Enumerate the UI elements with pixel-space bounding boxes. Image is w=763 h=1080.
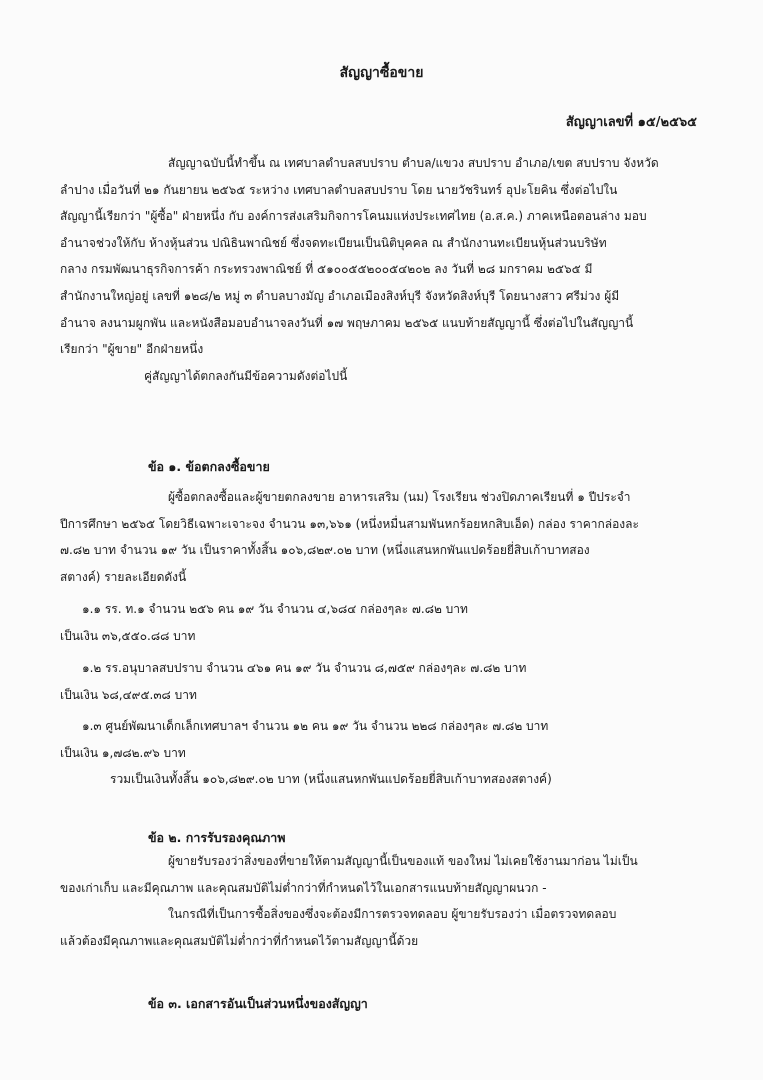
section2-line: แล้วต้องมีคุณภาพและคุณสมบัติไม่ต่ำกว่าที่กำหนดไว้ตามสัญญานี้ด้วย — [60, 933, 419, 948]
intro-line: อำนาจ ลงนามผูกพัน และหนังสือมอบอำนาจลงวันที่ ๑๗ พฤษภาคม ๒๕๖๕ แนบท้ายสัญญานี้ ซึ่งต่อไปในสัญญานี้ — [60, 315, 634, 330]
section2-line: ผู้ขายรับรองว่าสิ่งของที่ขายให้ตามสัญญานี้เป็นของแท้ ของใหม่ ไม่เคยใช้งานมาก่อน ไม่เป็น — [168, 854, 638, 868]
intro-line: สัญญาฉบับนี้ทำขึ้น ณ เทศบาลตำบลสบปราบ ตำบล/แขวง สบปราบ อำเภอ/เขต สบปราบ จังหวัด — [168, 156, 659, 170]
item-2-detail: ๑.๒ รร.อนุบาลสบปราบ จำนวน ๔๖๑ คน ๑๙ วัน จำนวน ๘,๗๕๙ กล่องๆละ ๗.๘๒ บาท — [82, 661, 527, 675]
intro-line: อำนาจช่วงให้กับ ห้างหุ้นส่วน ปณิธินพาณิชย์ ซึ่งจดทะเบียนเป็นนิติบุคคล ณ สำนักงานทะเบียนหุ้นส่วนบริษัท — [60, 235, 607, 250]
item-2 — [60, 659, 692, 678]
intro-line: สัญญานี้เรียกว่า "ผู้ซื้อ" ฝ่ายหนึ่ง กับ องค์การส่งเสริมกิจการโคนมแห่งประเทศไทย (อ.ส.ค.) ภาคเหนือตอนล่าง มอบ — [60, 209, 647, 224]
intro-paragraph — [60, 150, 692, 389]
section2-paragraph — [60, 848, 692, 954]
intro-line: ลำปาง เมื่อวันที่ ๒๑ กันยายน ๒๕๖๕ ระหว่าง เทศบาลตำบลสบปราบ โดย นายวัชรินทร์ อุปะโยคิน ซึ่งต่อไปใน — [60, 182, 618, 197]
item-1 — [60, 600, 692, 619]
section1-paragraph — [60, 484, 692, 590]
section2-heading: ข้อ ๒. การรับรองคุณภาพ — [148, 830, 286, 845]
item-1-amount-row — [60, 627, 692, 646]
item-3 — [60, 717, 692, 736]
item-1-detail: ๑.๑ รร. ท.๑ จำนวน ๒๕๖ คน ๑๙ วัน จำนวน ๔,๖๘๔ กล่องๆละ ๗.๘๒ บาท — [82, 602, 468, 616]
total-amount: รวมเป็นเงินทั้งสิ้น ๑๐๖,๘๒๙.๐๒ บาท (หนึ่งแสนหกพันแปดร้อยยี่สิบเก้าบาทสองสตางค์) — [110, 772, 552, 786]
section3-heading: ข้อ ๓. เอกสารอันเป็นส่วนหนึ่งของสัญญา — [148, 996, 368, 1011]
document-title: สัญญาซื้อขาย — [339, 65, 424, 81]
section2-line: ของเก่าเก็บ และมีคุณภาพ และคุณสมบัติไม่ต่ำกว่าที่กำหนดไว้ในเอกสารแนบท้ายสัญญาผนวก - — [60, 880, 547, 895]
item-3-detail: ๑.๓ ศูนย์พัฒนาเด็กเล็กเทศบาลฯ จำนวน ๑๒ คน ๑๙ วัน จำนวน ๒๒๘ กล่องๆละ ๗.๘๒ บาท — [82, 719, 549, 733]
item-2-amount-row — [60, 686, 692, 705]
section1-line: ๗.๘๒ บาท จำนวน ๑๙ วัน เป็นราคาทั้งสิ้น ๑๐๖,๘๒๙.๐๒ บาท (หนึ่งแสนหกพันแปดร้อยยี่สิบเก้าบาทสอง — [60, 543, 590, 558]
section1-heading: ข้อ ๑. ข้อตกลงซื้อขาย — [148, 459, 270, 474]
section1-line: ปีการศึกษา ๒๕๖๕ โดยวิธีเฉพาะเจาะจง จำนวน ๑๓,๖๖๑ (หนึ่งหมื่นสามพันหกร้อยหกสิบเอ็ด) กล่อง ราคากล่องละ — [60, 516, 639, 531]
intro-line: สำนักงานใหญ่อยู่ เลขที่ ๑๒๘/๒ หมู่ ๓ ตำบลบางมัญ อำเภอเมืองสิงห์บุรี จังหวัดสิงห์บุรี โดยนางสาว ศรีม่วง ผู้มี — [60, 288, 620, 303]
contract-number: สัญญาเลขที่ ๑๕/๒๕๖๕ — [565, 115, 697, 130]
item-1-amount: เป็นเงิน ๓๖,๕๕๐.๘๘ บาท — [60, 629, 196, 643]
intro-line: กลาง กรมพัฒนาธุรกิจการค้า กระทรวงพาณิชย์ ที่ ๕๑๐๐๕๕๒๐๐๕๔๒๐๒ ลง วันที่ ๒๘ มกราคม ๒๕๖๕ มี — [60, 262, 593, 277]
agreement-line: คู่สัญญาได้ตกลงกันมีข้อความดังต่อไปนี้ — [144, 368, 348, 383]
section1-line: ผู้ซื้อตกลงซื้อและผู้ขายตกลงขาย อาหารเสริม (นม) โรงเรียน ช่วงปิดภาคเรียนที่ ๑ ปีประจำ — [168, 490, 631, 504]
section1-line: สตางค์) รายละเอียดดังนี้ — [60, 569, 187, 584]
item-3-amount-row — [60, 744, 692, 763]
section2-line: ในกรณีที่เป็นการซื้อสิ่งของซึ่งจะต้องมีการตรวจทดลอบ ผู้ขายรับรองว่า เมื่อตรวจทดลอบ — [168, 907, 617, 922]
item-2-amount: เป็นเงิน ๖๘,๔๙๕.๓๘ บาท — [60, 688, 197, 702]
item-3-amount: เป็นเงิน ๑,๗๘๒.๙๖ บาท — [60, 746, 186, 760]
intro-line: เรียกว่า "ผู้ขาย" อีกฝ่ายหนึ่ง — [60, 342, 204, 357]
